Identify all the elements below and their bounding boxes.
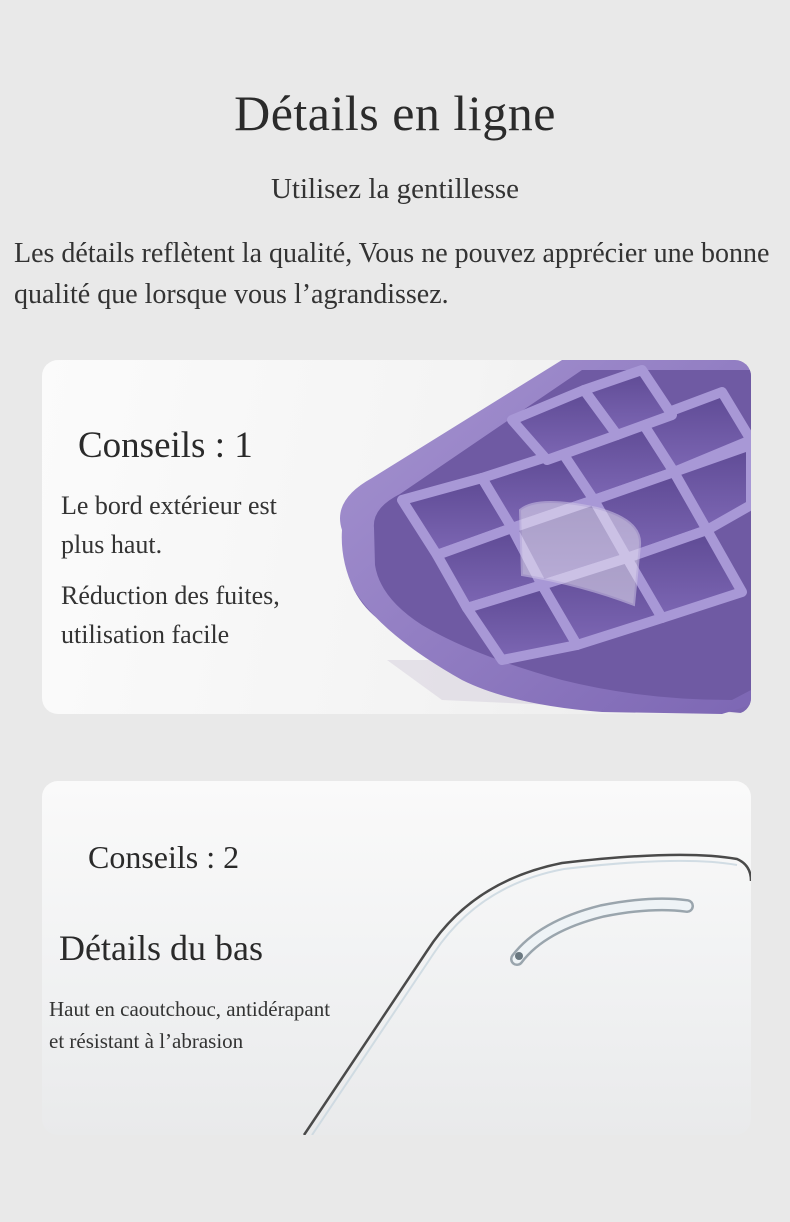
page-title: Détails en ligne [234, 85, 556, 141]
intro-paragraph: Les détails reflètent la qualité, Vous ne pouvez apprécier une bonne qualité que lorsque vous l’agrandissez. [14, 238, 770, 310]
tip1-text-edge: Le bord extérieur est plus haut. [61, 491, 277, 559]
tip-card-1 [42, 360, 751, 714]
tip-card-2 [42, 781, 751, 1135]
tip2-heading: Conseils : 2 [88, 839, 240, 875]
tip2-subheading: Détails du bas [59, 928, 263, 968]
tip1-text-leak: Réduction des fuites, utilisation facile [61, 581, 280, 649]
page-subtitle: Utilisez la gentillesse [270, 173, 520, 205]
tip1-heading: Conseils : 1 [78, 425, 253, 466]
tip2-description: Haut en caoutchouc, antidérapant et résistant à l’abrasion [49, 997, 331, 1053]
